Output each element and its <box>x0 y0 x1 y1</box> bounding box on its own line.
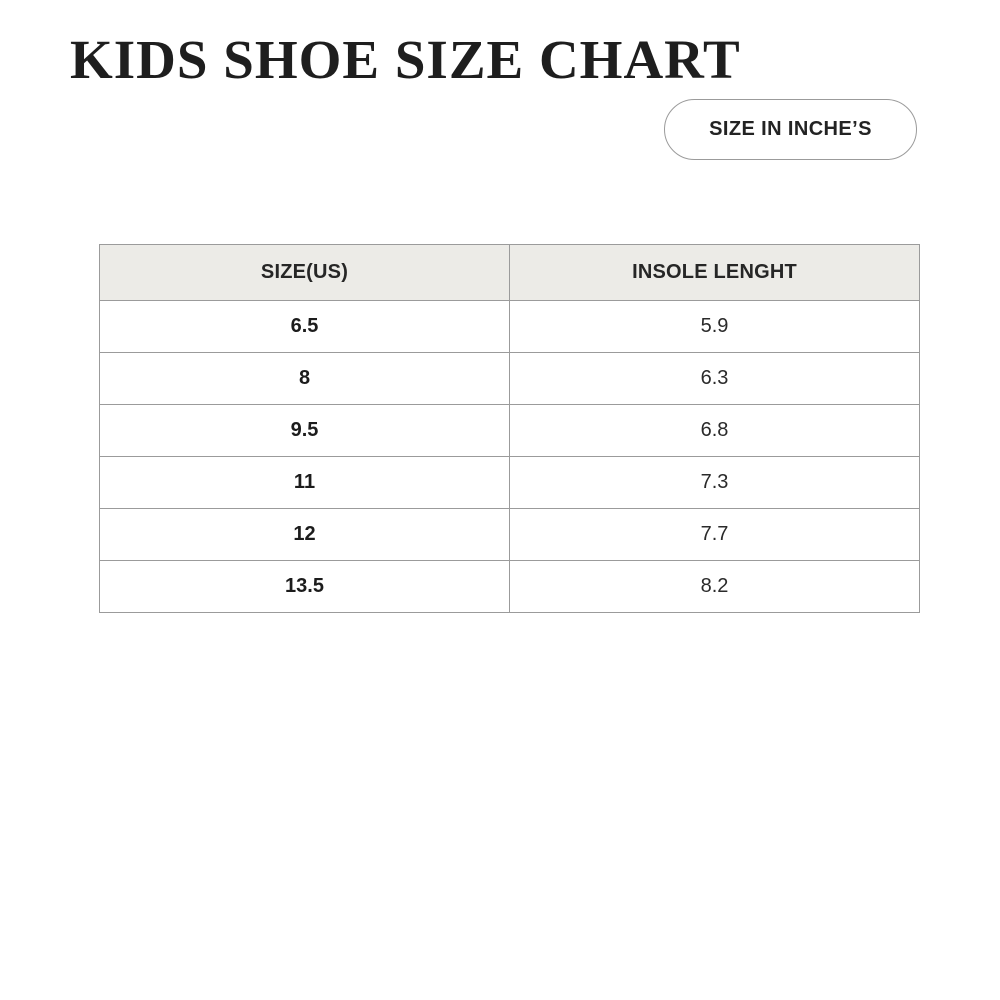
shoe-size-table <box>99 244 920 613</box>
size-unit-badge-label: SIZE IN INCHE’S <box>709 118 872 140</box>
table-row <box>100 561 920 613</box>
insole-length-value: 7.3 <box>510 457 920 509</box>
table-row <box>100 457 920 509</box>
insole-length-value: 7.7 <box>510 509 920 561</box>
insole-length-value: 8.2 <box>510 561 920 613</box>
size-us-value: 11 <box>100 457 510 509</box>
table-header-row <box>100 245 920 301</box>
column-header-size-us: SIZE(US) <box>100 245 510 301</box>
insole-length-value: 5.9 <box>510 301 920 353</box>
table-row <box>100 509 920 561</box>
insole-length-value: 6.8 <box>510 405 920 457</box>
table-row <box>100 353 920 405</box>
insole-length-value: 6.3 <box>510 353 920 405</box>
size-us-value: 9.5 <box>100 405 510 457</box>
size-us-value: 6.5 <box>100 301 510 353</box>
table-row <box>100 301 920 353</box>
page-title: KIDS SHOE SIZE CHART <box>70 29 741 90</box>
size-us-value: 8 <box>100 353 510 405</box>
size-us-value: 13.5 <box>100 561 510 613</box>
table-row <box>100 405 920 457</box>
column-header-insole-length: INSOLE LENGHT <box>510 245 920 301</box>
size-us-value: 12 <box>100 509 510 561</box>
size-unit-badge[interactable] <box>664 99 917 160</box>
